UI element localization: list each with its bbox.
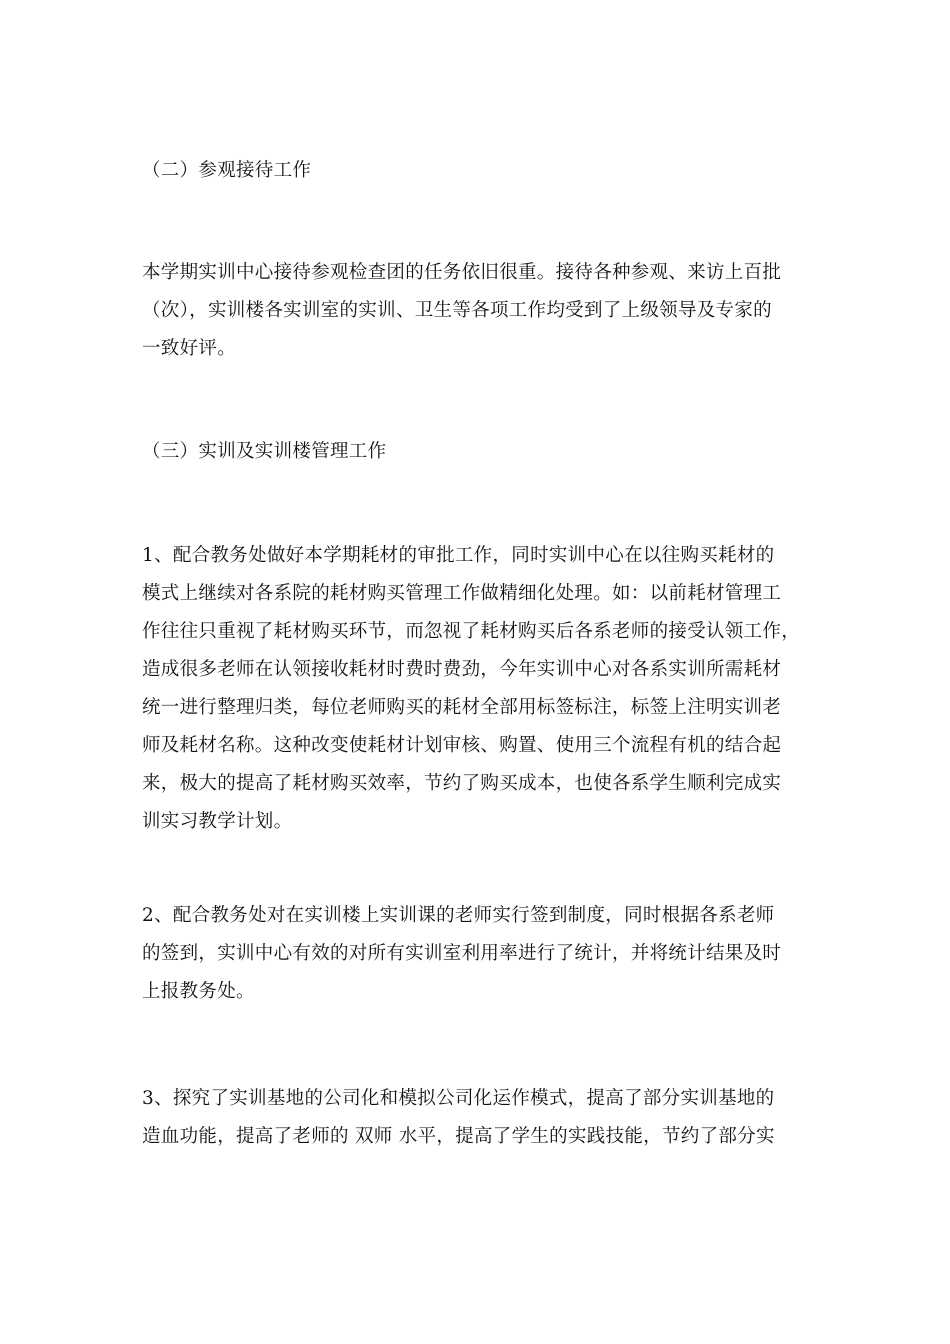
section-2-paragraph — [142, 254, 802, 368]
paragraph-line: 作往往只重视了耗材购买环节，而忽视了耗材购买后各系老师的接受认领工作， — [142, 621, 801, 642]
paragraph-line: 1、配合教务处做好本学期耗材的审批工作，同时实训中心在以往购买耗材的 — [142, 545, 775, 566]
section-3-item-3 — [142, 1080, 802, 1156]
section-2-heading — [142, 152, 802, 190]
paragraph-line: 模式上继续对各系院的耗材购买管理工作做精细化处理。如：以前耗材管理工 — [142, 583, 782, 604]
paragraph-line: 上报教务处。 — [142, 981, 255, 1002]
paragraph-line: 一致好评。 — [142, 338, 237, 359]
paragraph-line: 师及耗材名称。这种改变使耗材计划审核、购置、使用三个流程有机的结合起 — [142, 735, 782, 756]
paragraph-line: 来，极大的提高了耗材购买效率，节约了购买成本，也使各系学生顺利完成实 — [142, 773, 782, 794]
paragraph-line: 统一进行整理归类，每位老师购买的耗材全部用标签标注，标签上注明实训老 — [142, 697, 782, 718]
section-3-item-2 — [142, 897, 802, 1011]
paragraph-line: 2、配合教务处对在实训楼上实训课的老师实行签到制度，同时根据各系老师 — [142, 905, 775, 926]
paragraph-line: 造成很多老师在认领接收耗材时费时费劲，今年实训中心对各系实训所需耗材 — [142, 659, 782, 680]
section-3-item-1 — [142, 537, 802, 841]
paragraph-line: 3、探究了实训基地的公司化和模拟公司化运作模式，提高了部分实训基地的 — [142, 1088, 775, 1109]
paragraph-line: 训实习教学计划。 — [142, 811, 293, 832]
heading-text: （二）参观接待工作 — [142, 160, 312, 181]
paragraph-line: 的签到，实训中心有效的对所有实训室利用率进行了统计，并将统计结果及时 — [142, 943, 782, 964]
paragraph-line: 造血功能，提高了老师的 双师 水平，提高了学生的实践技能，节约了部分实 — [142, 1126, 775, 1147]
paragraph-line: （次），实训楼各实训室的实训、卫生等各项工作均受到了上级领导及专家的 — [142, 300, 772, 321]
paragraph-line: 本学期实训中心接待参观检查团的任务依旧很重。接待各种参观、来访上百批 — [142, 262, 782, 283]
section-3-heading — [142, 433, 802, 471]
heading-text: （三）实训及实训楼管理工作 — [142, 441, 387, 462]
